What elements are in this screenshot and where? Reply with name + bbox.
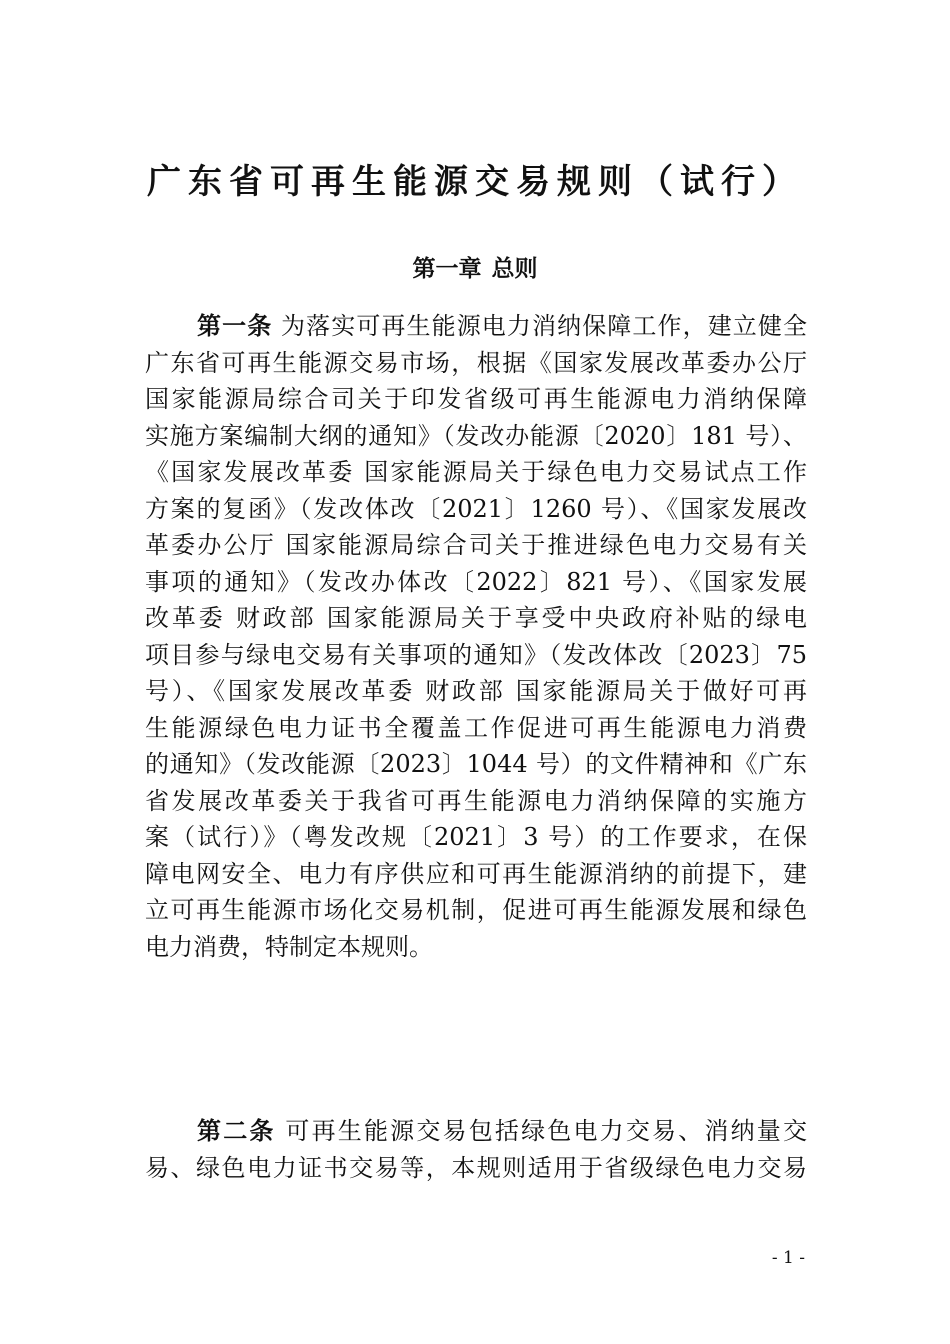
article-2-label: 第二条 <box>197 1117 276 1145</box>
article-1-line: 的通知》（发改能源〔2023〕1044 号）的文件精神和《广东 <box>145 750 807 778</box>
article-1-line: 国家能源局综合司关于印发省级可再生能源电力消纳保障 <box>145 385 807 413</box>
article-2 <box>145 1113 807 1186</box>
document-title: 广东省可再生能源交易规则（试行） <box>147 162 803 202</box>
article-1-line: 实施方案编制大纲的通知》（发改办能源〔2020〕181 号）、 <box>145 421 807 450</box>
article-1-line: 广东省可再生能源交易市场，根据《国家发展改革委办公厅 <box>145 348 807 377</box>
article-2-text: 可再生能源交易包括绿色电力交易、消纳量交 <box>275 1117 807 1145</box>
page-number: - 1 - <box>771 1248 805 1268</box>
article-1-line: 电力消费，特制定本规则。 <box>145 932 433 961</box>
article-1 <box>145 308 807 965</box>
article-1-line: 《国家发展改革委 国家能源局关于绿色电力交易试点工作 <box>145 458 807 486</box>
article-1-line: 改革委 财政部 国家能源局关于享受中央政府补贴的绿电 <box>145 604 807 632</box>
article-1-line: 方案的复函》（发改体改〔2021〕1260 号）、《国家发展改 <box>145 494 807 523</box>
article-1-text: 为落实可再生能源电力消纳保障工作，建立健全 <box>272 312 807 340</box>
article-1-label: 第一条 <box>197 312 273 340</box>
article-2-line <box>145 1113 807 1150</box>
article-2-line: 易、绿色电力证书交易等，本规则适用于省级绿色电力交易 <box>145 1153 807 1182</box>
article-1-line: 案（试行）》（粤发改规〔2021〕3 号）的工作要求，在保 <box>145 823 807 851</box>
article-1-line: 生能源绿色电力证书全覆盖工作促进可再生能源电力消费 <box>145 713 807 742</box>
article-1-line: 障电网安全、电力有序供应和可再生能源消纳的前提下，建 <box>145 859 807 888</box>
article-1-line: 省发展改革委关于我省可再生能源电力消纳保障的实施方 <box>145 786 807 815</box>
article-1-line: 革委办公厅 国家能源局综合司关于推进绿色电力交易有关 <box>145 531 807 559</box>
chapter-name: 总则 <box>491 256 538 282</box>
article-1-line: 项目参与绿电交易有关事项的通知》（发改体改〔2023〕75 <box>145 640 807 669</box>
article-1-line: 号）、《国家发展改革委 财政部 国家能源局关于做好可再 <box>145 677 807 705</box>
article-1-line: 事项的通知》（发改办体改〔2022〕821 号）、《国家发展 <box>145 567 807 596</box>
chapter-number: 第一章 <box>412 256 482 282</box>
chapter-heading <box>0 253 950 285</box>
article-1-line <box>145 308 807 345</box>
article-1-line: 立可再生能源市场化交易机制，促进可再生能源发展和绿色 <box>145 896 807 924</box>
